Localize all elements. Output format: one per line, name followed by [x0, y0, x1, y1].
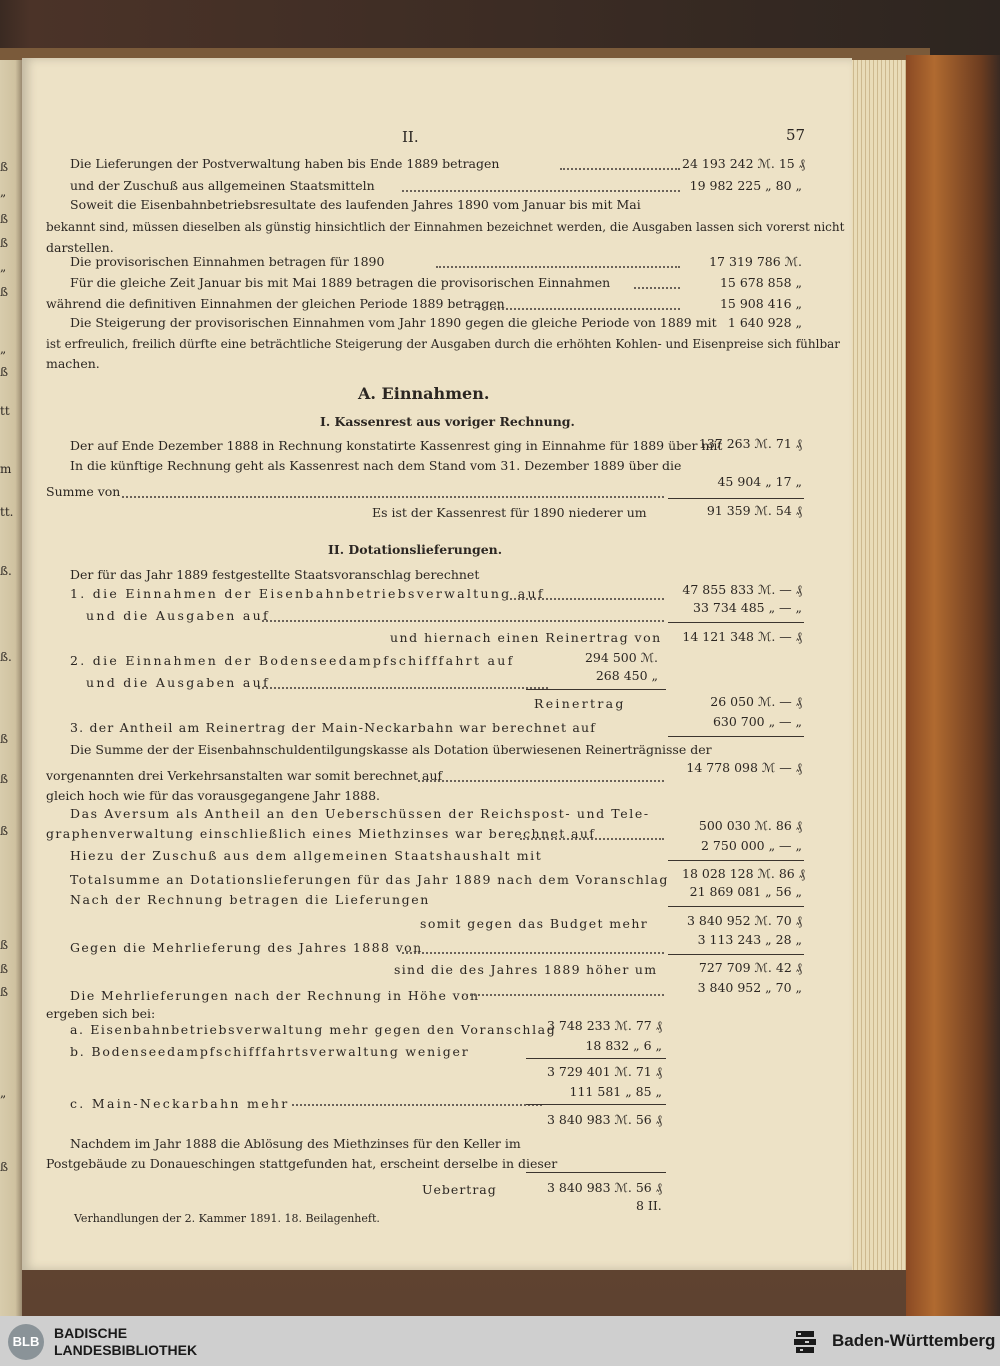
text-line: 1. die Einnahmen der Eisenbahnbetriebsverwaltung auf — [70, 586, 545, 601]
sum-rule — [526, 1172, 666, 1173]
margin-fragment: ß — [0, 212, 9, 226]
sum-rule — [526, 1058, 666, 1059]
sum-rule — [526, 1104, 666, 1105]
margin-fragment: ß — [0, 938, 9, 952]
amount: 45 904 „ 17 „ — [717, 474, 802, 489]
amount: 14 121 348 ℳ. — ₰ — [682, 629, 802, 644]
leader-dots — [436, 266, 680, 268]
page-stack-edge — [850, 60, 906, 1270]
margin-fragment: ß — [0, 365, 9, 379]
amount: 3 729 401 ℳ. 71 ₰ — [546, 1064, 662, 1079]
amount: 17 319 786 ℳ. — [709, 254, 802, 269]
amount: 24 193 242 ℳ. 15 ₰ — [682, 156, 805, 171]
text-line: Reinertrag — [534, 696, 626, 711]
text-line: gleich hoch wie für das vorausgegangene Jahr 1888. — [46, 788, 381, 803]
margin-fragment: tt — [0, 404, 10, 418]
leader-dots — [560, 168, 680, 170]
text-line: während die definitiven Einnahmen der gleichen Periode 1889 betragen — [46, 296, 505, 311]
signature-mark: 8 II. — [636, 1198, 662, 1213]
text-line: Postgebäude zu Donaueschingen stattgefunden hat, erscheint derselbe in dieser — [46, 1156, 558, 1171]
text-line: a. Eisenbahnbetriebsverwaltung mehr gegen den Voranschlag — [70, 1022, 557, 1037]
library-banner — [0, 1316, 1000, 1366]
margin-fragment: ß — [0, 285, 9, 299]
left-page-edge — [0, 60, 22, 1316]
text-line: graphenverwaltung einschließlich eines Miethzinses war berechnet auf — [46, 826, 596, 841]
margin-fragment: m — [0, 462, 12, 476]
leader-dots — [262, 620, 664, 622]
amount: 111 581 „ 85 „ — [569, 1084, 662, 1099]
margin-fragment: „ — [0, 342, 7, 356]
margin-fragment: tt. — [0, 505, 14, 519]
margin-fragment: ß — [0, 824, 9, 838]
text-line: bekannt sind, müssen dieselben als günstig hinsichtlich der Einnahmen bezeichnet werden, die Ausgaben lassen sich vorerst nicht — [46, 220, 845, 234]
amount: 500 030 ℳ. 86 ₰ — [698, 818, 802, 833]
sum-rule — [526, 689, 666, 690]
page-number: 57 — [786, 126, 806, 144]
text-line: Für die gleiche Zeit Januar bis mit Mai 1889 betragen die provisorischen Einnahmen — [70, 275, 611, 290]
amount: 3 840 952 „ 70 „ — [697, 980, 802, 995]
margin-fragment: „ — [0, 185, 7, 199]
amount: 1 640 928 „ — [727, 315, 802, 330]
blb-name[interactable] — [54, 1325, 197, 1359]
margin-fragment: ß — [0, 985, 9, 999]
amount: 47 855 833 ℳ. — ₰ — [682, 582, 802, 597]
text-line: sind die des Jahres 1889 höher um — [394, 962, 658, 977]
text-line: ergeben sich bei: — [46, 1006, 156, 1021]
text-line: Nachdem im Jahr 1888 die Ablösung des Miethzinses für den Keller im — [70, 1136, 521, 1151]
leader-dots — [506, 598, 664, 600]
leader-dots — [418, 780, 664, 782]
text-line: 2. die Einnahmen der Bodenseedampfschifffahrt auf — [70, 653, 515, 668]
leader-dots — [634, 287, 680, 289]
text-line: Totalsumme an Dotationslieferungen für das Jahr 1889 nach dem Voranschlag — [70, 872, 669, 887]
text-line: ist erfreulich, freilich dürfte eine beträchtliche Steigerung der Ausgaben durch die erhöhten Kohlen- und Eisenpreise sich fühlbar — [46, 337, 841, 351]
margin-fragment: ß. — [0, 650, 12, 664]
leader-dots — [478, 308, 680, 310]
text-line: Gegen die Mehrlieferung des Jahres 1888 von — [70, 940, 423, 955]
text-line: und die Ausgaben auf — [86, 608, 270, 623]
margin-fragment: ß — [0, 1160, 9, 1174]
amount: 294 500 ℳ. — [584, 650, 658, 665]
text-line: vorgenannten drei Verkehrsanstalten war somit berechnet auf — [46, 768, 443, 783]
amount: 91 359 ℳ. 54 ₰ — [706, 503, 802, 518]
text-line: Der für das Jahr 1889 festgestellte Staatsvoranschlag berechnet — [70, 567, 480, 582]
baden-wuerttemberg-lions-icon[interactable] — [792, 1327, 818, 1357]
text-line: Es ist der Kassenrest für 1890 niederer um — [372, 505, 647, 520]
amount: 137 263 ℳ. 71 ₰ — [698, 436, 802, 451]
amount: 3 840 952 ℳ. 70 ₰ — [686, 913, 802, 928]
text-line: In die künftige Rechnung geht als Kassenrest nach dem Stand vom 31. Dezember 1889 über die — [70, 458, 682, 473]
leader-dots — [122, 496, 664, 498]
amount: 18 028 128 ℳ. 86 ₰ — [682, 866, 805, 881]
text-line: und hiernach einen Reinertrag von — [390, 630, 662, 645]
margin-fragment: ß. — [0, 564, 12, 578]
header-roman: II. — [402, 128, 419, 146]
amount: 630 700 „ — „ — [712, 714, 802, 729]
leader-dots — [292, 1104, 542, 1106]
leader-dots — [258, 687, 548, 689]
margin-fragment: „ — [0, 260, 7, 274]
amount: 21 869 081 „ 56 „ — [689, 884, 802, 899]
leader-dots — [462, 994, 664, 996]
amount: 727 709 ℳ. 42 ₰ — [698, 960, 802, 975]
text-line: und die Ausgaben auf — [86, 675, 270, 690]
amount: 15 908 416 „ — [719, 296, 802, 311]
leader-dots — [402, 190, 680, 192]
sum-rule — [668, 906, 804, 907]
text-line: Das Aversum als Antheil an den Ueberschüssen der Reichspost- und Tele- — [70, 806, 650, 821]
blb-logo-icon[interactable]: BLB — [8, 1324, 44, 1360]
amount: 18 832 „ 6 „ — [585, 1038, 662, 1053]
subsection-heading: II. Dotationslieferungen. — [328, 542, 503, 557]
margin-fragment: ß — [0, 160, 9, 174]
text-line: c. Main-Neckarbahn mehr — [70, 1096, 290, 1111]
section-heading: A. Einnahmen. — [358, 384, 490, 403]
margin-fragment: „ — [0, 1086, 7, 1100]
document-page — [22, 58, 852, 1270]
text-line: Soweit die Eisenbahnbetriebsresultate des laufenden Jahres 1890 vom Januar bis mit Mai — [70, 197, 641, 212]
amount: 14 778 098 ℳ — ₰ — [686, 760, 802, 775]
text-line: b. Bodenseedampfschifffahrtsverwaltung weniger — [70, 1044, 470, 1059]
text-line: Die Lieferungen der Postverwaltung haben bis Ende 1889 betragen — [70, 156, 500, 171]
bw-label[interactable]: Baden-Württemberg — [832, 1331, 996, 1350]
subsection-heading: I. Kassenrest aus voriger Rechnung. — [320, 414, 575, 429]
page-footer-note: Verhandlungen der 2. Kammer 1891. 18. Beilagenheft. — [74, 1212, 380, 1225]
sum-rule — [668, 498, 804, 499]
text-line: Uebertrag — [422, 1182, 497, 1197]
text-line: Nach der Rechnung betragen die Lieferungen — [70, 892, 430, 907]
leader-dots — [520, 838, 664, 840]
leader-dots — [402, 952, 664, 954]
text-line: Summe von — [46, 484, 121, 499]
text-line: darstellen. — [46, 240, 114, 255]
amount: 19 982 225 „ 80 „ — [689, 178, 802, 193]
sum-rule — [668, 622, 804, 623]
margin-fragment: ß — [0, 962, 9, 976]
blb-line-2: LANDESBIBLIOTHEK — [54, 1342, 198, 1358]
text-line: Hiezu der Zuschuß aus dem allgemeinen Staatshaushalt mit — [70, 848, 543, 863]
amount: 3 840 983 ℳ. 56 ₰ — [546, 1180, 662, 1195]
book-spine — [906, 55, 1000, 1316]
amount: 3 840 983 ℳ. 56 ₰ — [546, 1112, 662, 1127]
text-line: Die provisorischen Einnahmen betragen für 1890 — [70, 254, 385, 269]
text-line: Die Mehrlieferungen nach der Rechnung in Höhe von — [70, 988, 480, 1003]
text-line: und der Zuschuß aus allgemeinen Staatsmitteln — [70, 178, 375, 193]
amount: 2 750 000 „ — „ — [701, 838, 802, 853]
amount: 26 050 ℳ. — ₰ — [710, 694, 802, 709]
amount: 15 678 858 „ — [719, 275, 802, 290]
text-line: Die Summe der der Eisenbahnschuldentilgungskasse als Dotation überwiesenen Reinerträgnisse der — [70, 742, 712, 757]
text-line: machen. — [46, 356, 100, 371]
text-line: Der auf Ende Dezember 1888 in Rechnung konstatirte Kassenrest ging in Einnahme für 1889 über mit — [70, 438, 723, 453]
margin-fragment: ß — [0, 772, 9, 786]
margin-fragment: ß — [0, 732, 9, 746]
text-line: 3. der Antheil am Reinertrag der Main-Neckarbahn war berechnet auf — [70, 720, 597, 735]
text-line: somit gegen das Budget mehr — [420, 916, 649, 931]
sum-rule — [668, 736, 804, 737]
sum-rule — [668, 954, 804, 955]
blb-line-1: BADISCHE — [54, 1325, 128, 1341]
amount: 33 734 485 „ — „ — [693, 600, 802, 615]
amount: 268 450 „ — [595, 668, 658, 683]
text-line: Die Steigerung der provisorischen Einnahmen vom Jahr 1890 gegen die gleiche Periode von 1889 mit — [70, 315, 717, 330]
margin-fragment: ß — [0, 236, 9, 250]
amount: 3 748 233 ℳ. 77 ₰ — [546, 1018, 662, 1033]
amount: 3 113 243 „ 28 „ — [697, 932, 802, 947]
sum-rule — [668, 860, 804, 861]
